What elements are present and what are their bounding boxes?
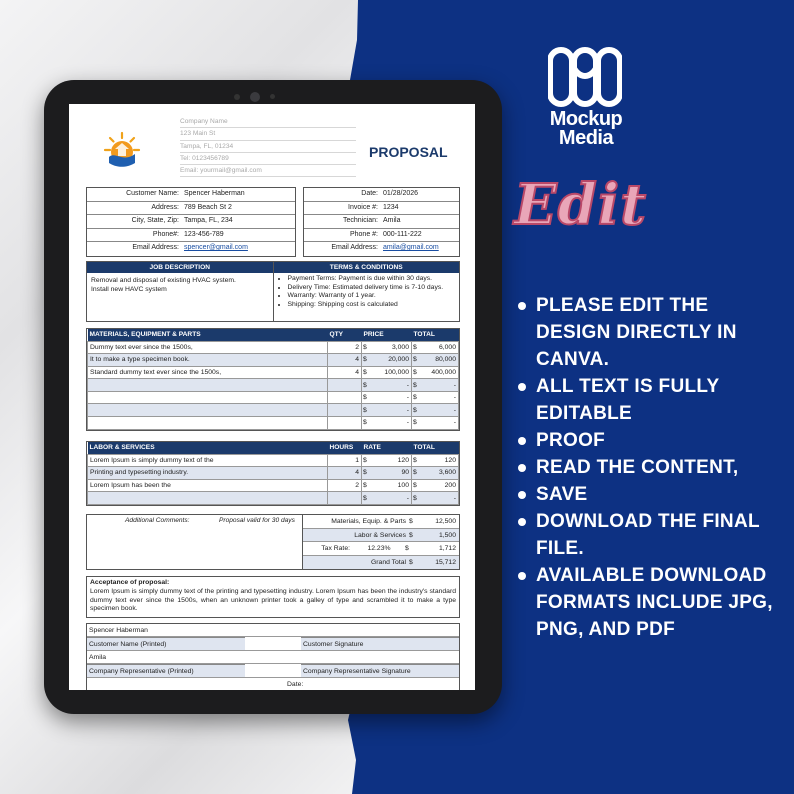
customer-email-link[interactable]: spencer@gmail.com [184,244,248,252]
invoice-meta-box [303,187,460,257]
item-total[interactable]: - [421,404,459,417]
labor-subtotal-row: Labor & Services $ 1,500 [303,529,459,543]
currency-symbol[interactable]: $ [412,391,421,404]
tablet-screen [69,104,475,690]
list-item: PROOF [516,427,782,454]
table-row [88,492,459,505]
page-title: PROPOSAL [369,144,448,160]
item-price[interactable]: 100 [371,479,412,492]
item-price[interactable]: - [371,417,412,430]
item-price[interactable]: - [371,391,412,404]
item-total[interactable]: 3,600 [421,467,459,480]
date-label: Date: [287,680,304,688]
meta-row: Phone #: 000-111-222 [304,229,459,243]
labor-table [87,442,459,505]
table-row [88,479,459,492]
qty-header: QTY [328,329,362,341]
proposal-validity: Proposal valid for 30 days [219,517,295,524]
list-item: PLEASE EDIT THE DESIGN DIRECTLY IN CANVA. [516,292,782,373]
item-description[interactable] [88,404,328,417]
customer-row: Address: 789 Beach St 2 [87,202,295,216]
item-quantity[interactable]: 2 [328,341,362,354]
meta-row: Technician: Amila [304,215,459,229]
item-description[interactable] [88,492,328,505]
company-tel: Tel: 0123456789 [180,153,356,165]
terms-item: • Warranty: Warranty of 1 year. [288,292,456,301]
job-description [87,262,274,321]
brand-name: Mockup Media [549,108,623,149]
terms-item: • Shipping: Shipping cost is calculated [288,301,456,310]
currency-symbol[interactable]: $ [412,366,421,379]
item-quantity[interactable]: 4 [328,366,362,379]
tax-row: Tax Rate: 12.23% $ 1,712 [303,542,459,556]
item-description[interactable]: It to make a type specimen book. [88,354,328,367]
currency-symbol[interactable]: $ [362,366,371,379]
currency-symbol[interactable]: $ [412,341,421,354]
terms-header: TERMS & CONDITIONS [274,262,460,273]
currency-symbol[interactable]: $ [362,379,371,392]
labor-table-wrap [86,441,460,506]
acceptance-section [86,576,460,618]
currency-symbol[interactable]: $ [362,417,371,430]
item-description[interactable]: Printing and typesetting industry. [88,467,328,480]
materials-table-wrap [86,328,460,431]
table-row [88,379,459,392]
item-quantity[interactable] [328,404,362,417]
signature-section [86,623,460,690]
rep-name-printed[interactable]: Amila [89,653,106,661]
table-row [88,454,459,467]
item-total[interactable]: 80,000 [421,354,459,367]
customer-signature-label: Customer Signature [301,637,459,649]
list-item: SAVE [516,481,782,508]
company-name: Company Name [180,116,356,128]
terms-conditions [274,262,460,321]
table-row [88,366,459,379]
item-price[interactable]: - [371,492,412,505]
customer-row: Phone#: 123-456-789 [87,229,295,243]
rate-header: RATE [362,442,412,454]
grand-total-row: Grand Total $ 15,712 [303,556,459,570]
item-price[interactable]: 120 [371,454,412,467]
currency-symbol[interactable]: $ [412,479,421,492]
labor-header: LABOR & SERVICES [88,442,328,454]
table-row [88,391,459,404]
currency-symbol[interactable]: $ [362,492,371,505]
customer-name-printed[interactable]: Spencer Haberman [89,627,148,634]
table-row [88,341,459,354]
acceptance-text: Lorem Ipsum is simply dummy text of the printing and typesetting industry. Lorem Ipsum has been the industry's standard dummy text ever since the 1500s, when an unknown printer took a galley of type and scrambled it to make a type specimen book. [90,587,456,613]
table-row [88,467,459,480]
company-city: Tampa, FL, 01234 [180,141,356,153]
item-total[interactable]: - [421,391,459,404]
job-description-line: Install new HAVC system [91,286,167,293]
item-quantity[interactable]: 4 [328,354,362,367]
item-description[interactable] [88,379,328,392]
item-quantity[interactable] [328,492,362,505]
signature-date-field[interactable] [307,678,459,690]
job-description-header: JOB DESCRIPTION [87,262,273,273]
currency-symbol[interactable]: $ [362,479,371,492]
customer-row: Customer Name: Spencer Haberman [87,188,295,202]
item-total[interactable]: 120 [421,454,459,467]
job-description-line: Removal and disposal of existing HVAC system. [91,277,236,284]
item-quantity[interactable]: 1 [328,454,362,467]
labor-total-header: TOTAL [412,442,459,454]
list-item: AVAILABLE DOWNLOAD FORMATS INCLUDE JPG, PNG, AND PDF [516,562,782,643]
meta-row: Date: 01/28/2026 [304,188,459,202]
customer-info-box [86,187,296,257]
total-header: TOTAL [412,329,459,341]
item-price[interactable]: - [371,379,412,392]
item-total[interactable]: 200 [421,479,459,492]
item-quantity[interactable] [328,391,362,404]
terms-item: • Delivery Time: Estimated delivery time is 7-10 days. [288,284,456,293]
item-total[interactable]: 400,000 [421,366,459,379]
customer-signature-field[interactable] [301,624,459,636]
company-email: Email: yourmail@gmail.com [180,165,356,177]
materials-table [87,329,459,430]
tablet-sensor [234,94,240,100]
additional-comments-label: Additional Comments: [125,517,190,524]
company-logo-icon [101,129,143,171]
item-price[interactable]: 90 [371,467,412,480]
currency-symbol[interactable]: $ [362,341,371,354]
item-price[interactable]: 3,000 [371,341,412,354]
hours-header: HOURS [328,442,362,454]
rep-name-label: Company Representative (Printed) [87,664,245,676]
rep-signature-field[interactable] [301,651,459,663]
item-description[interactable]: Lorem Ipsum has been the [88,479,328,492]
instruction-list [516,292,782,643]
item-quantity[interactable]: 2 [328,479,362,492]
edit-heading: Edit [514,172,647,238]
tablet-sensor-2 [270,94,275,99]
currency-symbol[interactable]: $ [362,391,371,404]
customer-row: City, State, Zip: Tampa, FL, 234 [87,215,295,229]
list-item: READ THE CONTENT, [516,454,782,481]
currency-symbol[interactable]: $ [412,417,421,430]
customer-name-label: Customer Name (Printed) [87,637,245,649]
technician-email-link[interactable]: amila@gmail.com [383,244,439,252]
company-address: 123 Main St [180,128,356,140]
item-quantity[interactable] [328,417,362,430]
item-price[interactable]: - [371,404,412,417]
currency-symbol[interactable]: $ [362,454,371,467]
item-description[interactable]: Dummy text ever since the 1500s, [88,341,328,354]
company-info [180,116,356,177]
currency-symbol[interactable]: $ [412,379,421,392]
item-quantity[interactable]: 4 [328,467,362,480]
item-total[interactable]: 6,000 [421,341,459,354]
currency-symbol[interactable]: $ [412,404,421,417]
item-quantity[interactable] [328,379,362,392]
item-description[interactable] [88,391,328,404]
list-item: DOWNLOAD THE FINAL FILE. [516,508,782,562]
currency-symbol[interactable]: $ [412,492,421,505]
item-description[interactable]: Lorem Ipsum is simply dummy text of the [88,454,328,467]
summary-box [86,514,460,570]
item-price[interactable]: 20,000 [371,354,412,367]
tax-rate-value: 12.23% [367,545,391,553]
materials-header: MATERIALS, EQUIPMENT & PARTS [88,329,328,341]
item-total[interactable]: - [421,379,459,392]
meta-row: Email Address: amila@gmail.com [304,242,459,256]
list-item: ALL TEXT IS FULLY EDITABLE [516,373,782,427]
table-row [88,404,459,417]
currency-symbol[interactable]: $ [362,404,371,417]
table-row [88,417,459,430]
meta-row: Invoice #: 1234 [304,202,459,216]
currency-symbol[interactable]: $ [412,354,421,367]
item-description[interactable]: Standard dummy text ever since the 1500s, [88,366,328,379]
currency-symbol[interactable]: $ [362,354,371,367]
item-total[interactable]: - [421,492,459,505]
customer-row: Email Address: spencer@gmail.com [87,242,295,256]
item-price[interactable]: 100,000 [371,366,412,379]
item-description[interactable] [88,417,328,430]
mockup-media-logo-icon [548,46,622,108]
job-terms-box [86,261,460,322]
table-row [88,354,459,367]
currency-symbol[interactable]: $ [412,454,421,467]
price-header: PRICE [362,329,412,341]
currency-symbol[interactable]: $ [362,467,371,480]
terms-item: • Payment Terms: Payment is due within 30 days. [288,275,456,284]
tablet-camera [250,92,260,102]
rep-signature-label: Company Representative Signature [301,664,459,676]
materials-subtotal-row: Materials, Equip. & Parts $ 12,500 [303,515,459,529]
item-total[interactable]: - [421,417,459,430]
currency-symbol[interactable]: $ [412,467,421,480]
acceptance-heading: Acceptance of proposal: [90,579,170,586]
